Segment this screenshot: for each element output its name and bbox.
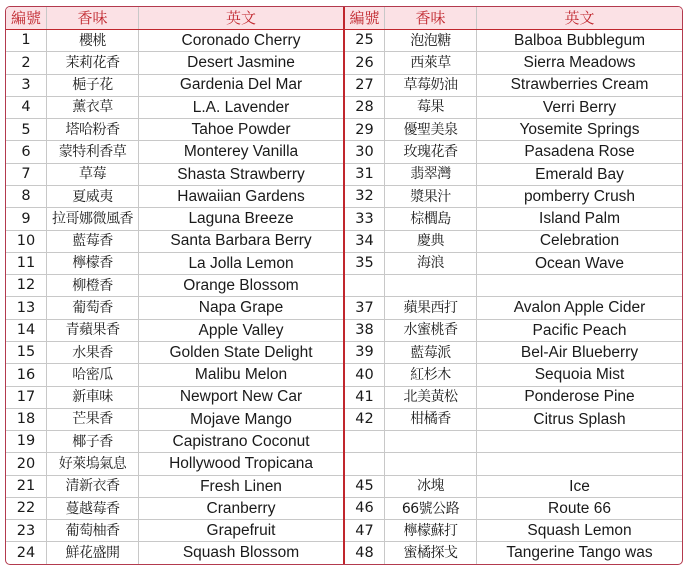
cell-num-2: 34: [344, 230, 384, 252]
cell-english-2: Strawberries Cream: [477, 74, 682, 96]
cell-english: Grapefruit: [139, 520, 344, 542]
cell-english: Mojave Mango: [139, 408, 344, 430]
cell-scent-2: [384, 275, 476, 297]
cell-english: Hawaiian Gardens: [139, 185, 344, 207]
cell-scent: 草莓: [46, 163, 138, 185]
cell-num-2: 31: [344, 163, 384, 185]
cell-english: Capistrano Coconut: [139, 431, 344, 453]
cell-scent: 葡萄香: [46, 297, 138, 319]
table-row: [6, 364, 682, 386]
cell-scent: 拉哥娜微風香: [46, 208, 138, 230]
cell-scent: 柳橙香: [46, 275, 138, 297]
cell-num-2: 35: [344, 252, 384, 274]
cell-scent: 好萊塢氣息: [46, 453, 138, 475]
cell-english-2: Pacific Peach: [477, 319, 682, 341]
cell-scent-2: 蜜橘探戈: [384, 542, 476, 564]
table-row: [6, 74, 682, 96]
cell-english-2: [477, 275, 682, 297]
cell-scent: 梔子花: [46, 74, 138, 96]
cell-scent: 茉莉花香: [46, 52, 138, 74]
cell-num-2: 45: [344, 475, 384, 497]
cell-num: 6: [6, 141, 46, 163]
cell-english-2: Ice: [477, 475, 682, 497]
cell-scent: 薰衣草: [46, 96, 138, 118]
cell-scent: 清新衣香: [46, 475, 138, 497]
cell-num-2: 28: [344, 96, 384, 118]
cell-num-2: 41: [344, 386, 384, 408]
cell-scent-2: 66號公路: [384, 497, 476, 519]
cell-num: 17: [6, 386, 46, 408]
table-row: [6, 163, 682, 185]
cell-scent: 蒙特利香草: [46, 141, 138, 163]
cell-num-2: [344, 453, 384, 475]
header-num: 編號: [6, 7, 46, 30]
header-english-2: 英文: [477, 7, 682, 30]
cell-english-2: Emerald Bay: [477, 163, 682, 185]
cell-num-2: 40: [344, 364, 384, 386]
cell-num-2: [344, 275, 384, 297]
cell-num-2: 48: [344, 542, 384, 564]
cell-english-2: Avalon Apple Cider: [477, 297, 682, 319]
header-row: [6, 7, 682, 30]
cell-scent-2: [384, 453, 476, 475]
cell-english-2: Bel-Air Blueberry: [477, 341, 682, 363]
cell-scent-2: 優聖美泉: [384, 119, 476, 141]
cell-scent-2: 檸檬蘇打: [384, 520, 476, 542]
cell-english: Apple Valley: [139, 319, 344, 341]
cell-scent-2: 蘋果西打: [384, 297, 476, 319]
cell-num: 13: [6, 297, 46, 319]
header-num-2: 編號: [344, 7, 384, 30]
cell-scent: 青蘋果香: [46, 319, 138, 341]
cell-scent-2: 藍莓派: [384, 341, 476, 363]
cell-english-2: Island Palm: [477, 208, 682, 230]
cell-scent: 櫻桃: [46, 30, 138, 52]
header-scent-2: 香味: [384, 7, 476, 30]
cell-scent: 藍莓香: [46, 230, 138, 252]
cell-num-2: 25: [344, 30, 384, 52]
cell-english-2: Yosemite Springs: [477, 119, 682, 141]
table-row: [6, 497, 682, 519]
cell-num: 21: [6, 475, 46, 497]
cell-scent-2: [384, 431, 476, 453]
cell-num-2: 30: [344, 141, 384, 163]
cell-english: Squash Blossom: [139, 542, 344, 564]
cell-num-2: 42: [344, 408, 384, 430]
cell-scent: 鮮花盛開: [46, 542, 138, 564]
table-row: [6, 542, 682, 564]
cell-num: 10: [6, 230, 46, 252]
table-row: [6, 252, 682, 274]
cell-english-2: Verri Berry: [477, 96, 682, 118]
cell-num: 20: [6, 453, 46, 475]
cell-num-2: [344, 431, 384, 453]
table-row: [6, 30, 682, 52]
cell-english-2: pomberry Crush: [477, 185, 682, 207]
cell-num-2: 32: [344, 185, 384, 207]
cell-scent-2: 北美黃松: [384, 386, 476, 408]
cell-num-2: 39: [344, 341, 384, 363]
cell-scent: 蔓越莓香: [46, 497, 138, 519]
cell-num-2: 37: [344, 297, 384, 319]
cell-english-2: [477, 431, 682, 453]
cell-num: 14: [6, 319, 46, 341]
cell-english-2: Pasadena Rose: [477, 141, 682, 163]
cell-english: Cranberry: [139, 497, 344, 519]
cell-english-2: Sequoia Mist: [477, 364, 682, 386]
cell-num-2: 33: [344, 208, 384, 230]
cell-num: 15: [6, 341, 46, 363]
cell-english-2: Citrus Splash: [477, 408, 682, 430]
table-row: [6, 230, 682, 252]
table-row: [6, 408, 682, 430]
cell-scent-2: 翡翠灣: [384, 163, 476, 185]
scent-table-frame: [5, 6, 683, 565]
cell-scent-2: 慶典: [384, 230, 476, 252]
cell-english-2: Balboa Bubblegum: [477, 30, 682, 52]
cell-scent-2: 冰塊: [384, 475, 476, 497]
table-row: [6, 141, 682, 163]
cell-num: 19: [6, 431, 46, 453]
cell-scent: 新車味: [46, 386, 138, 408]
cell-num: 8: [6, 185, 46, 207]
cell-english-2: Sierra Meadows: [477, 52, 682, 74]
table-row: [6, 386, 682, 408]
cell-scent: 哈密瓜: [46, 364, 138, 386]
cell-english: Santa Barbara Berry: [139, 230, 344, 252]
cell-english: Desert Jasmine: [139, 52, 344, 74]
cell-english: Tahoe Powder: [139, 119, 344, 141]
header-english: 英文: [139, 7, 344, 30]
cell-scent: 水果香: [46, 341, 138, 363]
cell-num: 3: [6, 74, 46, 96]
cell-scent-2: 草莓奶油: [384, 74, 476, 96]
cell-english: Shasta Strawberry: [139, 163, 344, 185]
table-row: [6, 52, 682, 74]
cell-english: Monterey Vanilla: [139, 141, 344, 163]
cell-scent: 葡萄柚香: [46, 520, 138, 542]
cell-english: Gardenia Del Mar: [139, 74, 344, 96]
cell-scent-2: 西萊草: [384, 52, 476, 74]
table-row: [6, 431, 682, 453]
cell-num: 9: [6, 208, 46, 230]
cell-scent-2: 紅杉木: [384, 364, 476, 386]
table-row: [6, 520, 682, 542]
cell-scent: 芒果香: [46, 408, 138, 430]
cell-num: 23: [6, 520, 46, 542]
cell-num: 4: [6, 96, 46, 118]
cell-scent: 夏威夷: [46, 185, 138, 207]
cell-english: Fresh Linen: [139, 475, 344, 497]
cell-num: 2: [6, 52, 46, 74]
cell-num: 12: [6, 275, 46, 297]
table-row: [6, 341, 682, 363]
cell-scent-2: 玫瑰花香: [384, 141, 476, 163]
cell-english-2: Route 66: [477, 497, 682, 519]
cell-english: La Jolla Lemon: [139, 252, 344, 274]
cell-scent-2: 柑橘香: [384, 408, 476, 430]
scent-table: [6, 7, 682, 564]
cell-num-2: 38: [344, 319, 384, 341]
cell-english-2: Ocean Wave: [477, 252, 682, 274]
header-scent: 香味: [46, 7, 138, 30]
cell-english: L.A. Lavender: [139, 96, 344, 118]
cell-scent-2: 泡泡糖: [384, 30, 476, 52]
cell-num-2: 27: [344, 74, 384, 96]
cell-scent-2: 水蜜桃香: [384, 319, 476, 341]
cell-english-2: Celebration: [477, 230, 682, 252]
cell-english: Hollywood Tropicana: [139, 453, 344, 475]
cell-scent-2: 莓果: [384, 96, 476, 118]
cell-num: 11: [6, 252, 46, 274]
cell-num-2: 46: [344, 497, 384, 519]
cell-num-2: 29: [344, 119, 384, 141]
cell-english: Newport New Car: [139, 386, 344, 408]
table-row: [6, 319, 682, 341]
cell-english: Orange Blossom: [139, 275, 344, 297]
table-row: [6, 475, 682, 497]
table-row: [6, 297, 682, 319]
cell-num: 16: [6, 364, 46, 386]
cell-num: 1: [6, 30, 46, 52]
cell-scent-2: 海浪: [384, 252, 476, 274]
cell-english-2: [477, 453, 682, 475]
cell-num: 22: [6, 497, 46, 519]
cell-english: Napa Grape: [139, 297, 344, 319]
cell-num: 7: [6, 163, 46, 185]
cell-num-2: 47: [344, 520, 384, 542]
cell-num-2: 26: [344, 52, 384, 74]
table-row: [6, 96, 682, 118]
cell-english-2: Ponderose Pine: [477, 386, 682, 408]
cell-scent-2: 棕櫚島: [384, 208, 476, 230]
cell-scent: 塔哈粉香: [46, 119, 138, 141]
table-row: [6, 453, 682, 475]
cell-scent-2: 漿果汁: [384, 185, 476, 207]
table-row: [6, 119, 682, 141]
cell-num: 18: [6, 408, 46, 430]
cell-english: Malibu Melon: [139, 364, 344, 386]
table-row: [6, 185, 682, 207]
table-row: [6, 275, 682, 297]
cell-english: Golden State Delight: [139, 341, 344, 363]
cell-english: Laguna Breeze: [139, 208, 344, 230]
cell-num: 5: [6, 119, 46, 141]
cell-scent: 椰子香: [46, 431, 138, 453]
cell-scent: 檸檬香: [46, 252, 138, 274]
cell-num: 24: [6, 542, 46, 564]
cell-english-2: Tangerine Tango was: [506, 544, 653, 562]
table-row: [6, 208, 682, 230]
cell-english: Coronado Cherry: [139, 30, 344, 52]
cell-english-2: Squash Lemon: [477, 520, 682, 542]
